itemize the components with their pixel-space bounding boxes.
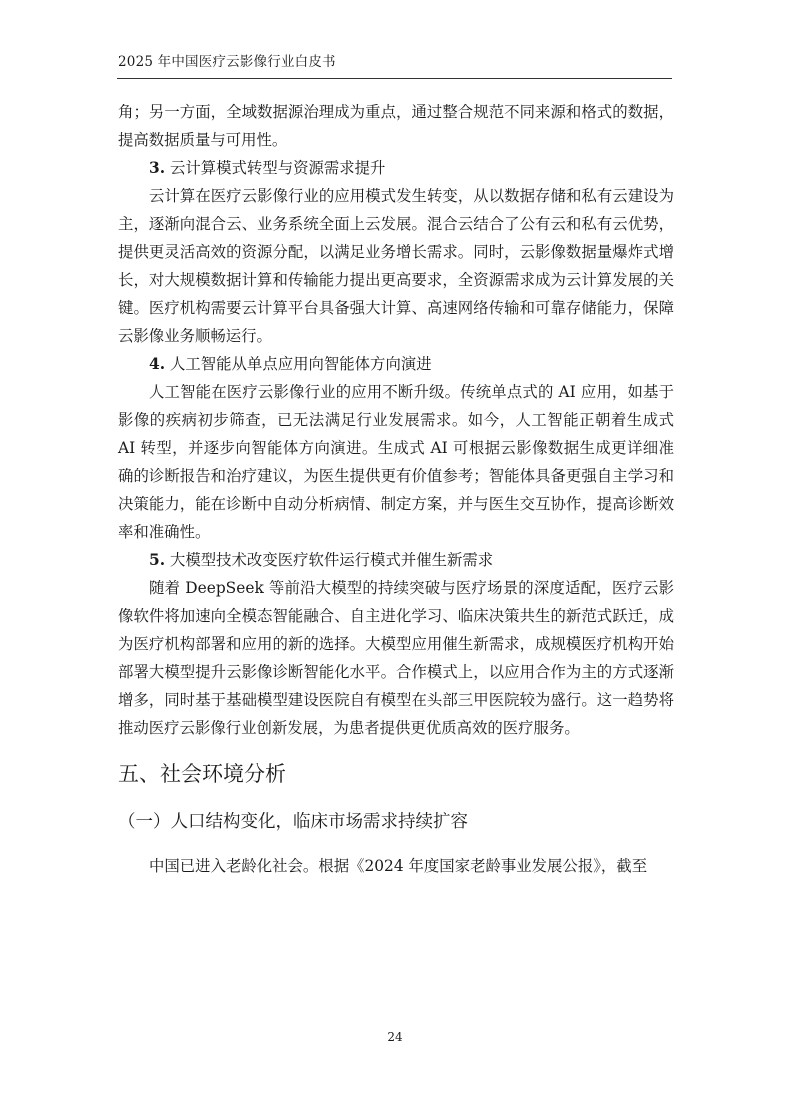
subsection-paragraph: 中国已进入老龄化社会。根据《2024 年度国家老龄事业发展公报》，截至 <box>149 857 648 875</box>
heading-5-title: 大模型技术改变医疗软件运行模式并催生新需求 <box>165 551 494 569</box>
heading-4-number: 4. <box>149 355 166 373</box>
paragraph-3: 云计算在医疗云影像行业的应用模式发生转变，从以数据存储和私有云建设为主，逐渐向混合云、业务系统全面上云发展。混合云结合了公有云和私有云优势，提供更灵活高效的资源分配，以满足业务增长需求。同时，云影像数据量爆炸式增长，对大规模数据计算和传输能力提出更高要求，全资源需求成为云计算发展的关键。医疗机构需要云计算平台具备强大计算、高速网络传输和可靠存储能力，保障云影像业务顺畅运行。 <box>118 187 674 345</box>
heading-3-number: 3. <box>149 159 166 177</box>
heading-3-title: 云计算模式转型与资源需求提升 <box>165 159 386 177</box>
heading-4-title: 人工智能从单点应用向智能体方向演进 <box>165 355 432 373</box>
section-title: 五、社会环境分析 <box>118 762 286 786</box>
paragraph-5: 随着 DeepSeek 等前沿大模型的持续突破与医疗场景的深度适配，医疗云影像软件将加速向全模态智能融合、自主进化学习、临床决策共生的新范式跃迁，成为医疗机构部署和应用的新的选择。大模型应用催生新需求，成规模医疗机构开始部署大模型提升云影像诊断智能化水平。合作模式上，以应用合作为主的方式逐渐增多，同时基于基础模型建设医院自有模型在头部三甲医院较为盛行。这一趋势将推动医疗云影像行业创新发展，为患者提供更优质高效的医疗服务。 <box>118 579 674 737</box>
heading-4 <box>118 350 674 378</box>
page-content <box>118 98 674 880</box>
subsection-title: （一）人口结构变化，临床市场需求持续扩容 <box>118 812 468 832</box>
header-rule <box>117 78 672 79</box>
continued-paragraph: 角；另一方面，全域数据源治理成为重点，通过整合规范不同来源和格式的数据，提高数据质量与可用性。 <box>118 103 674 149</box>
heading-3 <box>118 154 674 182</box>
heading-5 <box>118 546 674 574</box>
heading-5-number: 5. <box>149 551 166 569</box>
page-number: 24 <box>387 1030 403 1044</box>
running-header: 2025 年中国医疗云影像行业白皮书 <box>118 54 336 70</box>
paragraph-4: 人工智能在医疗云影像行业的应用不断升级。传统单点式的 AI 应用，如基于影像的疾病初步筛查，已无法满足行业发展需求。如今，人工智能正朝着生成式 AI 转型，并逐步向智能体方向演进。生成式 AI 可根据云影像数据生成更详细准确的诊断报告和治疗建议，为医生提供更有价值参考；智能体具备更强自主学习和决策能力，能在诊断中自动分析病情、制定方案，并与医生交互协作，提高诊断效率和准确性。 <box>118 383 674 541</box>
